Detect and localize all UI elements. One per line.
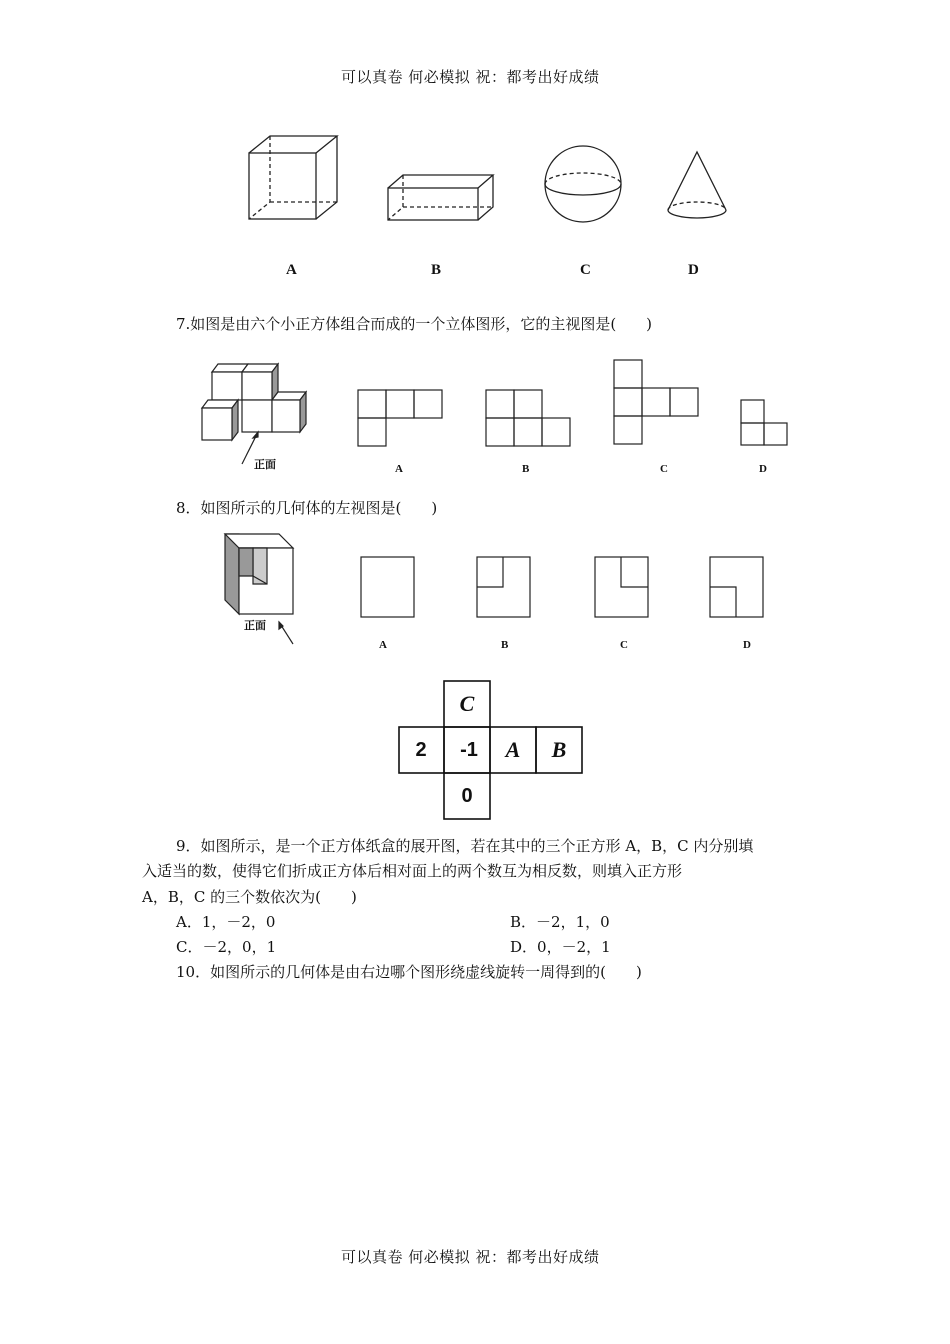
q10-text: 10．如图所示的几何体是由右边哪个图形绕虚线旋转一周得到的( ) bbox=[176, 963, 642, 981]
q7-text: 7.如图是由六个小正方体组合而成的一个立体图形，它的主视图是( ) bbox=[176, 315, 653, 333]
net-cell-b: B bbox=[551, 737, 567, 762]
page-footer: 可以真卷 何必模拟 祝：都考出好成绩 bbox=[341, 1248, 600, 1266]
q9-option-b: B．－2，1，0 bbox=[510, 913, 610, 931]
cone-figure bbox=[666, 150, 730, 224]
q8-option-b-figure bbox=[476, 556, 532, 618]
q6-label-d: D bbox=[688, 262, 699, 278]
q8-label-d: D bbox=[743, 639, 751, 651]
q7-label-c: C bbox=[660, 463, 668, 475]
q8-label-a: A bbox=[379, 639, 387, 651]
q8-option-d-figure bbox=[709, 556, 765, 618]
q8-option-c-figure bbox=[594, 556, 650, 618]
q7-label-a: A bbox=[395, 463, 403, 475]
q6-label-b: B bbox=[431, 262, 442, 278]
net-cell-minus1: -1 bbox=[460, 738, 478, 761]
net-cell-c: C bbox=[459, 691, 475, 716]
q7-option-d-figure bbox=[740, 399, 790, 447]
cuboid-figure bbox=[387, 174, 497, 222]
q9-line-3: A，B，C 的三个数依次为( ) bbox=[142, 888, 357, 906]
q8-label-b: B bbox=[501, 639, 509, 651]
q8-text: 8．如图所示的几何体的左视图是( ) bbox=[176, 499, 438, 517]
q7-label-b: B bbox=[522, 463, 530, 475]
q8-front-label: 正面 bbox=[244, 619, 266, 632]
q8-option-a-figure bbox=[360, 556, 416, 618]
q9-line-2: 入适当的数，使得它们折成正方体后相对面上的两个数互为相反数，则填入正方形 bbox=[142, 862, 683, 880]
page-header: 可以真卷 何必模拟 祝：都考出好成绩 bbox=[341, 68, 600, 86]
net-cell-a: A bbox=[505, 737, 521, 762]
q9-option-a: A．1，－2，0 bbox=[176, 913, 276, 931]
sphere-figure bbox=[543, 144, 623, 224]
q8-label-c: C bbox=[620, 639, 628, 651]
q9-line-1: 9．如图所示，是一个正方体纸盒的展开图，若在其中的三个正方形 A，B，C 内分别填 bbox=[176, 837, 754, 855]
q7-option-c-figure bbox=[613, 359, 701, 445]
net-cell-2: 2 bbox=[415, 738, 427, 761]
q7-front-label: 正面 bbox=[254, 458, 276, 471]
q6-label-a: A bbox=[286, 262, 297, 278]
q9-option-d: D．0，－2，1 bbox=[510, 938, 611, 956]
q7-option-b-figure bbox=[485, 389, 573, 447]
q7-label-d: D bbox=[759, 463, 767, 475]
q6-label-c: C bbox=[580, 262, 591, 278]
cube-figure bbox=[248, 135, 343, 221]
q9-option-c: C．－2，0，1 bbox=[176, 938, 277, 956]
net-cell-0: 0 bbox=[461, 784, 473, 807]
q7-option-a-figure bbox=[357, 389, 445, 447]
